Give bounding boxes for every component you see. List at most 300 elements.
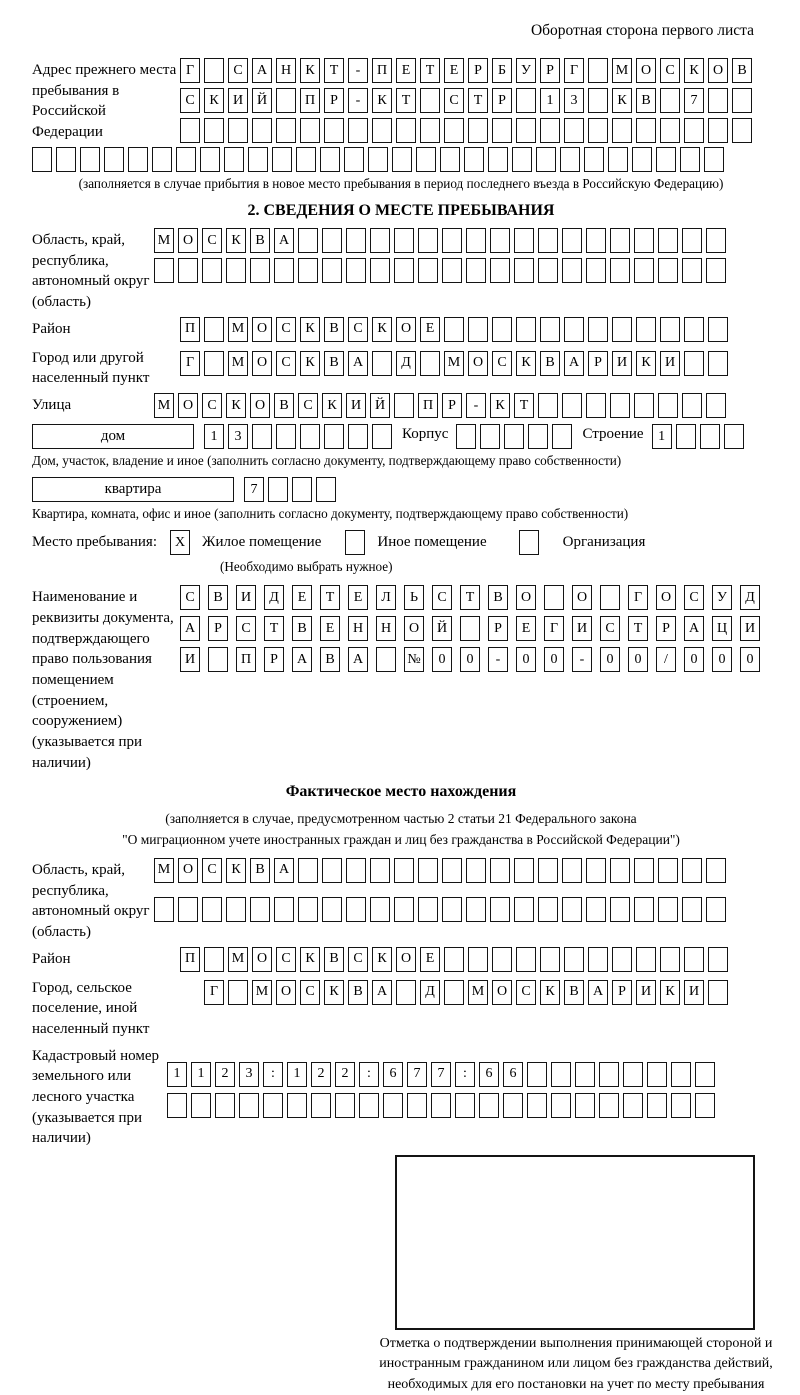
char-box[interactable]: Е xyxy=(516,616,536,641)
checkbox-organizatsiya[interactable] xyxy=(519,530,539,555)
char-box[interactable]: И xyxy=(228,88,248,113)
char-box[interactable] xyxy=(584,147,604,172)
char-box[interactable] xyxy=(154,897,174,922)
char-box[interactable] xyxy=(444,317,464,342)
char-box[interactable] xyxy=(658,897,678,922)
char-box[interactable] xyxy=(104,147,124,172)
char-box[interactable] xyxy=(466,897,486,922)
char-box[interactable] xyxy=(320,147,340,172)
char-box[interactable] xyxy=(128,147,148,172)
char-box[interactable] xyxy=(512,147,532,172)
char-box[interactable]: К xyxy=(612,88,632,113)
char-box[interactable] xyxy=(316,477,336,502)
char-box[interactable] xyxy=(292,477,312,502)
char-box[interactable]: О xyxy=(252,317,272,342)
char-box[interactable] xyxy=(324,424,344,449)
char-box[interactable]: К xyxy=(516,351,536,376)
char-box[interactable]: Н xyxy=(276,58,296,83)
char-box[interactable]: Е xyxy=(292,585,312,610)
char-box[interactable]: И xyxy=(612,351,632,376)
char-box[interactable]: 0 xyxy=(516,647,536,672)
char-box[interactable]: О xyxy=(492,980,512,1005)
char-box[interactable] xyxy=(407,1093,427,1118)
char-box[interactable] xyxy=(226,258,246,283)
char-box[interactable] xyxy=(704,147,724,172)
char-box[interactable]: В xyxy=(732,58,752,83)
char-box[interactable]: И xyxy=(346,393,366,418)
char-box[interactable] xyxy=(322,897,342,922)
char-box[interactable]: Т xyxy=(420,58,440,83)
char-box[interactable]: В xyxy=(348,980,368,1005)
char-box[interactable]: Д xyxy=(264,585,284,610)
char-box[interactable]: Т xyxy=(468,88,488,113)
char-box[interactable]: К xyxy=(660,980,680,1005)
char-box[interactable] xyxy=(684,947,704,972)
char-box[interactable] xyxy=(660,88,680,113)
char-box[interactable] xyxy=(564,947,584,972)
char-box[interactable]: 1 xyxy=(167,1062,187,1087)
char-box[interactable] xyxy=(468,118,488,143)
char-box[interactable] xyxy=(444,118,464,143)
char-box[interactable] xyxy=(490,858,510,883)
char-box[interactable] xyxy=(706,858,726,883)
char-box[interactable] xyxy=(586,228,606,253)
char-box[interactable] xyxy=(610,393,630,418)
char-box[interactable] xyxy=(228,118,248,143)
char-box[interactable]: В xyxy=(324,947,344,972)
char-box[interactable] xyxy=(671,1093,691,1118)
char-box[interactable]: О xyxy=(468,351,488,376)
char-box[interactable] xyxy=(680,147,700,172)
char-box[interactable]: О xyxy=(656,585,676,610)
char-box[interactable] xyxy=(706,393,726,418)
char-box[interactable] xyxy=(394,897,414,922)
char-box[interactable]: С xyxy=(444,88,464,113)
char-box[interactable]: К xyxy=(300,351,320,376)
char-box[interactable]: Т xyxy=(320,585,340,610)
char-box[interactable]: О xyxy=(252,947,272,972)
char-box[interactable]: Й xyxy=(370,393,390,418)
char-box[interactable]: Д xyxy=(740,585,760,610)
char-box[interactable] xyxy=(368,147,388,172)
char-box[interactable] xyxy=(514,228,534,253)
char-box[interactable]: П xyxy=(236,647,256,672)
char-box[interactable]: М xyxy=(154,858,174,883)
char-box[interactable] xyxy=(695,1093,715,1118)
char-box[interactable]: 1 xyxy=(204,424,224,449)
char-box[interactable] xyxy=(239,1093,259,1118)
char-box[interactable]: М xyxy=(468,980,488,1005)
char-box[interactable] xyxy=(647,1062,667,1087)
checkbox-inoe[interactable] xyxy=(345,530,365,555)
char-box[interactable]: Е xyxy=(444,58,464,83)
char-box[interactable] xyxy=(215,1093,235,1118)
char-box[interactable]: О xyxy=(708,58,728,83)
char-box[interactable]: С xyxy=(202,393,222,418)
char-box[interactable] xyxy=(348,424,368,449)
char-box[interactable]: Т xyxy=(324,58,344,83)
char-box[interactable] xyxy=(634,393,654,418)
char-box[interactable]: В xyxy=(320,647,340,672)
char-box[interactable] xyxy=(708,317,728,342)
char-box[interactable]: К xyxy=(226,858,246,883)
char-box[interactable]: Е xyxy=(348,585,368,610)
char-box[interactable] xyxy=(588,118,608,143)
char-box[interactable]: 2 xyxy=(335,1062,355,1087)
char-box[interactable] xyxy=(480,424,500,449)
char-box[interactable]: 1 xyxy=(287,1062,307,1087)
char-box[interactable]: 7 xyxy=(244,477,264,502)
char-box[interactable] xyxy=(684,351,704,376)
char-box[interactable]: М xyxy=(154,393,174,418)
char-box[interactable]: К xyxy=(226,393,246,418)
char-box[interactable] xyxy=(456,424,476,449)
char-box[interactable]: С xyxy=(492,351,512,376)
char-box[interactable] xyxy=(658,858,678,883)
char-box[interactable] xyxy=(370,858,390,883)
char-box[interactable] xyxy=(322,258,342,283)
char-box[interactable] xyxy=(394,228,414,253)
char-box[interactable] xyxy=(634,258,654,283)
char-box[interactable]: 0 xyxy=(740,647,760,672)
char-box[interactable]: В xyxy=(250,228,270,253)
char-box[interactable] xyxy=(322,858,342,883)
char-box[interactable]: Р xyxy=(208,616,228,641)
char-box[interactable]: 0 xyxy=(628,647,648,672)
char-box[interactable]: Ц xyxy=(712,616,732,641)
char-box[interactable] xyxy=(346,258,366,283)
char-box[interactable] xyxy=(538,858,558,883)
char-box[interactable] xyxy=(564,118,584,143)
char-box[interactable]: М xyxy=(154,228,174,253)
char-box[interactable]: О xyxy=(636,58,656,83)
char-box[interactable] xyxy=(503,1093,523,1118)
char-box[interactable] xyxy=(346,858,366,883)
char-box[interactable] xyxy=(383,1093,403,1118)
char-box[interactable]: Р xyxy=(264,647,284,672)
char-box[interactable]: М xyxy=(228,317,248,342)
char-box[interactable] xyxy=(298,228,318,253)
char-box[interactable] xyxy=(191,1093,211,1118)
char-box[interactable]: К xyxy=(490,393,510,418)
char-box[interactable] xyxy=(479,1093,499,1118)
char-box[interactable] xyxy=(394,393,414,418)
char-box[interactable] xyxy=(676,424,696,449)
char-box[interactable]: Г xyxy=(204,980,224,1005)
char-box[interactable] xyxy=(588,88,608,113)
char-box[interactable]: У xyxy=(712,585,732,610)
char-box[interactable] xyxy=(682,858,702,883)
char-box[interactable] xyxy=(440,147,460,172)
char-box[interactable] xyxy=(56,147,76,172)
char-box[interactable]: М xyxy=(612,58,632,83)
char-box[interactable] xyxy=(588,317,608,342)
char-box[interactable] xyxy=(370,228,390,253)
char-box[interactable]: С xyxy=(432,585,452,610)
char-box[interactable] xyxy=(372,424,392,449)
char-box[interactable]: Т xyxy=(628,616,648,641)
char-box[interactable] xyxy=(274,258,294,283)
char-box[interactable] xyxy=(204,351,224,376)
char-box[interactable]: С xyxy=(348,947,368,972)
char-box[interactable]: О xyxy=(252,351,272,376)
char-box[interactable]: О xyxy=(516,585,536,610)
char-box[interactable] xyxy=(335,1093,355,1118)
char-box[interactable]: С xyxy=(298,393,318,418)
char-box[interactable] xyxy=(682,897,702,922)
char-box[interactable] xyxy=(538,228,558,253)
char-box[interactable]: К xyxy=(372,88,392,113)
char-box[interactable] xyxy=(444,947,464,972)
char-box[interactable]: Д xyxy=(396,351,416,376)
char-box[interactable] xyxy=(322,228,342,253)
char-box[interactable] xyxy=(418,258,438,283)
char-box[interactable]: 0 xyxy=(684,647,704,672)
char-box[interactable]: 6 xyxy=(479,1062,499,1087)
char-box[interactable]: 3 xyxy=(239,1062,259,1087)
char-box[interactable]: И xyxy=(636,980,656,1005)
char-box[interactable]: О xyxy=(178,858,198,883)
char-box[interactable] xyxy=(490,897,510,922)
char-box[interactable] xyxy=(226,897,246,922)
char-box[interactable] xyxy=(599,1062,619,1087)
char-box[interactable] xyxy=(708,980,728,1005)
char-box[interactable] xyxy=(682,228,702,253)
char-box[interactable] xyxy=(660,947,680,972)
char-box[interactable]: : xyxy=(359,1062,379,1087)
char-box[interactable] xyxy=(732,88,752,113)
char-box[interactable] xyxy=(442,258,462,283)
char-box[interactable]: М xyxy=(228,351,248,376)
char-box[interactable]: Р xyxy=(612,980,632,1005)
char-box[interactable]: 2 xyxy=(215,1062,235,1087)
char-box[interactable] xyxy=(562,858,582,883)
char-box[interactable] xyxy=(636,118,656,143)
char-box[interactable] xyxy=(202,258,222,283)
char-box[interactable]: А xyxy=(588,980,608,1005)
char-box[interactable]: И xyxy=(660,351,680,376)
char-box[interactable] xyxy=(600,585,620,610)
char-box[interactable] xyxy=(708,947,728,972)
char-box[interactable] xyxy=(370,897,390,922)
char-box[interactable]: К xyxy=(204,88,224,113)
char-box[interactable] xyxy=(420,88,440,113)
char-box[interactable] xyxy=(658,393,678,418)
char-box[interactable]: 6 xyxy=(383,1062,403,1087)
char-box[interactable] xyxy=(538,258,558,283)
char-box[interactable] xyxy=(492,947,512,972)
char-box[interactable]: А xyxy=(348,647,368,672)
char-box[interactable]: М xyxy=(252,980,272,1005)
char-box[interactable]: Б xyxy=(492,58,512,83)
char-box[interactable]: К xyxy=(372,317,392,342)
char-box[interactable]: А xyxy=(274,858,294,883)
char-box[interactable]: П xyxy=(418,393,438,418)
char-box[interactable]: Р xyxy=(656,616,676,641)
char-box[interactable] xyxy=(700,424,720,449)
char-box[interactable] xyxy=(540,947,560,972)
char-box[interactable] xyxy=(516,317,536,342)
char-box[interactable]: В xyxy=(292,616,312,641)
char-box[interactable] xyxy=(632,147,652,172)
char-box[interactable]: А xyxy=(684,616,704,641)
char-box[interactable] xyxy=(204,947,224,972)
char-box[interactable]: Р xyxy=(540,58,560,83)
char-box[interactable] xyxy=(708,118,728,143)
char-box[interactable] xyxy=(682,258,702,283)
char-box[interactable]: К xyxy=(322,393,342,418)
char-box[interactable] xyxy=(516,118,536,143)
char-box[interactable]: С xyxy=(348,317,368,342)
checkbox-zhiloe[interactable]: X xyxy=(170,530,190,555)
char-box[interactable]: В xyxy=(324,351,344,376)
char-box[interactable]: Й xyxy=(432,616,452,641)
char-box[interactable]: К xyxy=(372,947,392,972)
char-box[interactable]: И xyxy=(740,616,760,641)
char-box[interactable] xyxy=(588,947,608,972)
char-box[interactable] xyxy=(514,897,534,922)
char-box[interactable]: 1 xyxy=(191,1062,211,1087)
char-box[interactable] xyxy=(588,58,608,83)
char-box[interactable] xyxy=(634,897,654,922)
char-box[interactable] xyxy=(562,393,582,418)
char-box[interactable] xyxy=(504,424,524,449)
char-box[interactable]: А xyxy=(274,228,294,253)
char-box[interactable] xyxy=(276,88,296,113)
char-box[interactable]: Т xyxy=(264,616,284,641)
char-box[interactable]: К xyxy=(636,351,656,376)
char-box[interactable]: С xyxy=(180,585,200,610)
char-box[interactable]: Р xyxy=(588,351,608,376)
char-box[interactable] xyxy=(204,58,224,83)
char-box[interactable] xyxy=(359,1093,379,1118)
char-box[interactable] xyxy=(575,1062,595,1087)
char-box[interactable] xyxy=(80,147,100,172)
char-box[interactable]: П xyxy=(372,58,392,83)
char-box[interactable] xyxy=(623,1062,643,1087)
char-box[interactable] xyxy=(252,118,272,143)
char-box[interactable]: К xyxy=(300,317,320,342)
char-box[interactable]: Г xyxy=(564,58,584,83)
char-box[interactable]: - xyxy=(488,647,508,672)
char-box[interactable]: В xyxy=(488,585,508,610)
char-box[interactable] xyxy=(152,147,172,172)
char-box[interactable] xyxy=(647,1093,667,1118)
char-box[interactable]: А xyxy=(180,616,200,641)
char-box[interactable]: О xyxy=(178,393,198,418)
char-box[interactable]: 7 xyxy=(684,88,704,113)
char-box[interactable]: С xyxy=(276,351,296,376)
char-box[interactable]: : xyxy=(455,1062,475,1087)
char-box[interactable]: Т xyxy=(396,88,416,113)
char-box[interactable]: Г xyxy=(180,58,200,83)
char-box[interactable]: А xyxy=(564,351,584,376)
char-box[interactable] xyxy=(346,897,366,922)
char-box[interactable] xyxy=(708,88,728,113)
char-box[interactable]: С xyxy=(660,58,680,83)
char-box[interactable]: Г xyxy=(628,585,648,610)
char-box[interactable]: / xyxy=(656,647,676,672)
char-box[interactable] xyxy=(348,118,368,143)
char-box[interactable]: К xyxy=(300,58,320,83)
char-box[interactable]: - xyxy=(348,58,368,83)
char-box[interactable]: А xyxy=(372,980,392,1005)
char-box[interactable]: К xyxy=(300,947,320,972)
char-box[interactable]: Е xyxy=(420,947,440,972)
char-box[interactable]: М xyxy=(444,351,464,376)
char-box[interactable] xyxy=(660,317,680,342)
char-box[interactable] xyxy=(516,88,536,113)
char-box[interactable] xyxy=(527,1062,547,1087)
char-box[interactable] xyxy=(298,858,318,883)
char-box[interactable]: П xyxy=(180,317,200,342)
char-box[interactable]: В xyxy=(250,858,270,883)
char-box[interactable]: С xyxy=(180,88,200,113)
char-box[interactable] xyxy=(492,317,512,342)
char-box[interactable] xyxy=(564,317,584,342)
char-box[interactable] xyxy=(492,118,512,143)
char-box[interactable] xyxy=(538,897,558,922)
char-box[interactable] xyxy=(32,147,52,172)
char-box[interactable] xyxy=(551,1062,571,1087)
char-box[interactable] xyxy=(252,424,272,449)
char-box[interactable] xyxy=(514,858,534,883)
char-box[interactable]: 2 xyxy=(311,1062,331,1087)
char-box[interactable] xyxy=(298,258,318,283)
char-box[interactable] xyxy=(562,258,582,283)
char-box[interactable] xyxy=(466,228,486,253)
char-box[interactable]: Г xyxy=(180,351,200,376)
char-box[interactable] xyxy=(466,258,486,283)
char-box[interactable]: П xyxy=(180,947,200,972)
char-box[interactable] xyxy=(695,1062,715,1087)
char-box[interactable] xyxy=(444,980,464,1005)
char-box[interactable]: В xyxy=(540,351,560,376)
char-box[interactable] xyxy=(176,147,196,172)
char-box[interactable]: Н xyxy=(348,616,368,641)
char-box[interactable] xyxy=(154,258,174,283)
char-box[interactable]: 0 xyxy=(460,647,480,672)
char-box[interactable] xyxy=(488,147,508,172)
char-box[interactable]: - xyxy=(572,647,592,672)
char-box[interactable]: К xyxy=(684,58,704,83)
char-box[interactable] xyxy=(300,424,320,449)
char-box[interactable]: Н xyxy=(376,616,396,641)
char-box[interactable]: - xyxy=(348,88,368,113)
char-box[interactable] xyxy=(560,147,580,172)
char-box[interactable] xyxy=(623,1093,643,1118)
char-box[interactable]: С xyxy=(300,980,320,1005)
char-box[interactable]: 6 xyxy=(503,1062,523,1087)
char-box[interactable] xyxy=(268,477,288,502)
char-box[interactable] xyxy=(372,118,392,143)
char-box[interactable] xyxy=(204,118,224,143)
char-box[interactable]: В xyxy=(564,980,584,1005)
char-box[interactable] xyxy=(612,118,632,143)
char-box[interactable]: И xyxy=(180,647,200,672)
char-box[interactable] xyxy=(490,258,510,283)
char-box[interactable] xyxy=(370,258,390,283)
char-box[interactable] xyxy=(420,351,440,376)
char-box[interactable]: Г xyxy=(544,616,564,641)
char-box[interactable]: С xyxy=(276,947,296,972)
char-box[interactable] xyxy=(376,647,396,672)
char-box[interactable] xyxy=(180,118,200,143)
char-box[interactable] xyxy=(586,858,606,883)
char-box[interactable]: С xyxy=(276,317,296,342)
char-box[interactable]: Д xyxy=(420,980,440,1005)
char-box[interactable]: П xyxy=(300,88,320,113)
